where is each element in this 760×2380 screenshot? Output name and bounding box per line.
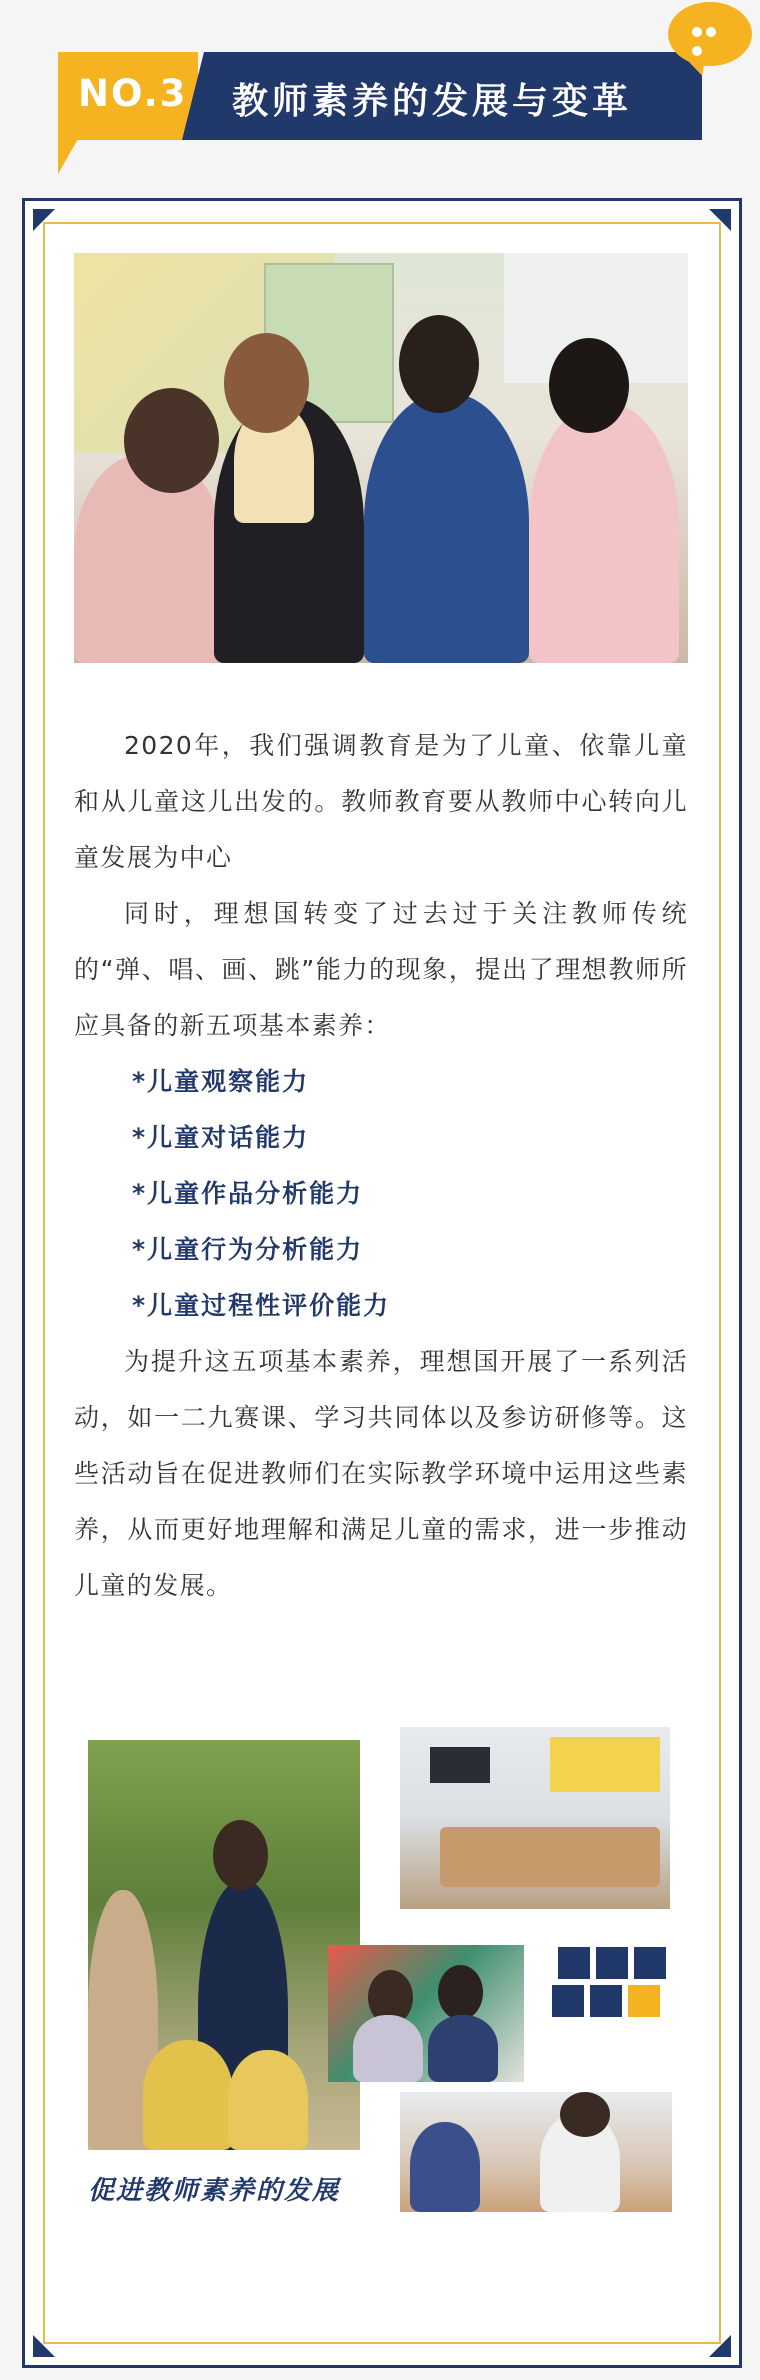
corner-ornament-bottom-left xyxy=(33,2335,55,2357)
tv-screen xyxy=(430,1747,490,1783)
teacher-head xyxy=(124,388,219,493)
navy-tile xyxy=(558,1947,590,1979)
article-paragraph: 2020年，我们强调教育是为了儿童、依靠儿童和从儿童这儿出发的。教师教育要从教师中心转向儿童发展为中心 xyxy=(74,731,688,872)
navy-tile xyxy=(552,1985,584,2017)
child-figure xyxy=(228,2050,308,2150)
teacher-figure xyxy=(529,403,679,663)
teacher-head xyxy=(213,1820,268,1890)
teacher-figure xyxy=(364,393,529,663)
navy-tile xyxy=(590,1985,622,2017)
section-header xyxy=(0,0,760,190)
navy-tile xyxy=(634,1947,666,1979)
child-figure xyxy=(410,2122,480,2212)
skill-item: *儿童过程性评价能力 xyxy=(132,1291,391,1320)
teacher-head xyxy=(399,315,479,413)
corner-ornament-top-right xyxy=(709,209,731,231)
navy-tile xyxy=(596,1947,628,1979)
gold-tile xyxy=(628,1985,660,2017)
decorative-tiles xyxy=(552,1947,672,2023)
skill-item: *儿童观察能力 xyxy=(132,1067,310,1096)
skill-item: *儿童对话能力 xyxy=(132,1123,310,1152)
outdoor-teacher-children-photo xyxy=(88,1740,360,2150)
ellipsis-icon xyxy=(692,22,732,36)
teacher-head xyxy=(549,338,629,433)
skill-item: *儿童作品分析能力 xyxy=(132,1179,364,1208)
gallery-caption: 促进教师素养的发展 xyxy=(88,2176,341,2206)
classroom-activity-photo xyxy=(328,1945,524,2082)
teacher-head xyxy=(438,1965,483,2020)
meeting-table xyxy=(440,1827,660,1887)
corner-ornament-bottom-right xyxy=(709,2335,731,2357)
badge-tail xyxy=(58,132,82,174)
article-paragraph: 同时，理想国转变了过去过于关注教师传统的“弹、唱、画、跳”能力的现象，提出了理想教师所应具备的新五项基本素养： xyxy=(74,899,688,1040)
teachers-discussion-photo xyxy=(74,253,688,663)
children-playing-photo xyxy=(400,2092,672,2212)
section-number: NO.3 xyxy=(78,72,188,115)
teacher-head xyxy=(224,333,309,433)
child-head xyxy=(560,2092,610,2137)
teacher-figure xyxy=(353,2015,423,2082)
article-paragraph: 为提升这五项基本素养，理想国开展了一系列活动，如一二九赛课、学习共同体以及参访研修等。这些活动旨在促进教师们在实际教学环境中运用这些素养，从而更好地理解和满足儿童的需求，进一步推动儿童的发展。 xyxy=(74,1347,688,1600)
corner-ornament-top-left xyxy=(33,209,55,231)
skill-item: *儿童行为分析能力 xyxy=(132,1235,364,1264)
teacher-figure xyxy=(428,2015,498,2082)
meeting-room-photo xyxy=(400,1727,670,1909)
wall-banner xyxy=(550,1737,660,1792)
child-figure xyxy=(143,2040,233,2150)
section-title: 教师素养的发展与变革 xyxy=(232,81,633,122)
article-body xyxy=(74,718,688,1614)
